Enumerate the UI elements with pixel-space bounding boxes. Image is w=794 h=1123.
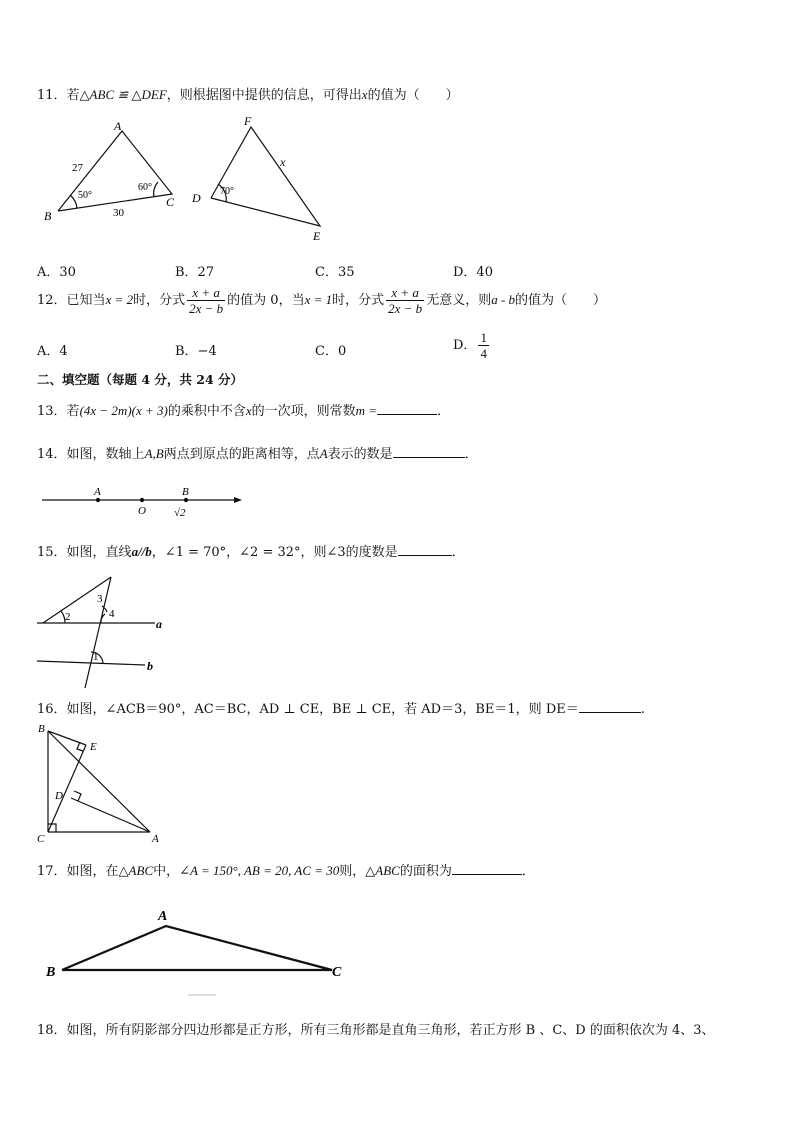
frac-den: 4 — [480, 346, 487, 361]
q11-text: 若 — [66, 88, 80, 103]
q13-text: 若 — [66, 404, 80, 419]
q17-text: 则， — [339, 864, 366, 879]
label-b: B — [46, 965, 56, 980]
q17-triangle: △ABC — [118, 863, 154, 878]
q13-expr: (4x − 2m)(x + 3) — [79, 403, 168, 418]
q12-frac-num: x + a — [386, 285, 424, 301]
q14-text: 表示的数是 — [327, 447, 393, 462]
label-a: A — [94, 486, 101, 498]
q15-lines — [37, 577, 155, 688]
q14-points: A,B — [144, 446, 164, 461]
q12-stem — [37, 285, 606, 316]
q11-var: x — [361, 87, 368, 102]
q11-text: 的值为（ ） — [367, 88, 459, 103]
q16-end: . — [640, 702, 645, 717]
label-b: B — [44, 209, 52, 223]
q13-text: 的一次项，则常数 — [251, 404, 356, 419]
arrow-icon — [234, 497, 242, 503]
line-b-label: b — [147, 659, 153, 673]
q12-fraction-2 — [386, 285, 424, 316]
q11-option-c: C．35 — [315, 265, 355, 280]
label-a: A — [114, 119, 122, 133]
q18-stem — [37, 1019, 715, 1038]
section-heading: 二、填空题（每题 4 分，共 24 分） — [37, 372, 244, 387]
angle-2-label: 2 — [65, 611, 71, 623]
q16-number: 16． — [37, 702, 67, 717]
q12-cond1: x = 2 — [105, 292, 134, 307]
angle-d: 70° — [220, 186, 234, 197]
side-ab: 27 — [72, 162, 83, 174]
triangle-def — [211, 127, 320, 226]
triangle-abc — [62, 926, 332, 970]
q14-stem — [37, 443, 478, 462]
q13-end: ． — [437, 404, 451, 419]
point-b-dot — [184, 498, 188, 502]
q17-stem — [37, 860, 535, 879]
q11-text: ，则根据图中提供的信息，可得出 — [166, 88, 362, 103]
label-o: O — [138, 505, 146, 517]
q11-option-d: D．40 — [453, 265, 493, 280]
q15-figure — [35, 572, 175, 692]
origin-dot — [140, 498, 144, 502]
q12-text: 已知当 — [66, 293, 106, 308]
q14-text: 如图，数轴上 — [66, 447, 145, 462]
answer-blank[interactable] — [579, 700, 641, 713]
q12-option-d — [453, 328, 491, 364]
q18-number: 18． — [37, 1023, 67, 1038]
side-bc: 30 — [113, 207, 124, 219]
number-line-figure — [38, 482, 248, 522]
point-a-dot — [96, 498, 100, 502]
angle-b: 50° — [78, 190, 92, 201]
q11-stem — [37, 84, 459, 103]
label-c: C — [332, 965, 342, 980]
q14-number: 14． — [37, 447, 67, 462]
q12-expr: a - b — [491, 292, 516, 307]
q14-end: ． — [464, 447, 478, 462]
answer-blank[interactable] — [452, 862, 522, 875]
q17-text: 中， — [153, 864, 180, 879]
side-fe: x — [280, 155, 286, 169]
label-c: C — [37, 833, 45, 845]
q12-number: 12． — [37, 293, 67, 308]
q15-parallel: a//b — [131, 544, 152, 559]
q12-option-b: B．−4 — [175, 344, 217, 359]
angle-1-label: 1 — [93, 651, 99, 663]
q11-option-b: B．27 — [175, 265, 215, 280]
q12-frac-den: 2x − b — [189, 301, 224, 316]
answer-blank[interactable] — [377, 402, 437, 415]
q15-stem — [37, 541, 465, 560]
label-e: E — [90, 741, 97, 753]
q13-number: 13． — [37, 404, 67, 419]
q12-option-d-label: D． — [453, 338, 477, 353]
q11-figure — [30, 110, 350, 250]
label-a: A — [152, 833, 159, 845]
q12-text: 无意义，则 — [426, 293, 492, 308]
q15-text: 如图，直线 — [66, 545, 132, 560]
q17-number: 17． — [37, 864, 67, 879]
q12-option-d-fraction — [478, 330, 489, 361]
label-d: D — [55, 790, 63, 802]
answer-blank[interactable] — [398, 543, 452, 556]
q18-text: 如图，所有阴影部分四边形都是正方形，所有三角形都是直角三角形，若正方形 B 、C、D 的面积依次为 4、3、 — [66, 1023, 715, 1038]
q17-condition: ∠A = 150°, AB = 20, AC = 30 — [179, 863, 340, 878]
q15-end: ． — [451, 545, 465, 560]
q13-m: m = — [355, 403, 378, 418]
angle-3-label: 3 — [97, 593, 103, 605]
line-a-label: a — [156, 617, 162, 631]
q13-stem — [37, 400, 450, 419]
q16-lines — [48, 731, 150, 832]
q11-congruence: △ABC ≌ △DEF — [79, 87, 167, 102]
q16-figure — [30, 718, 170, 846]
q11-option-a: A．30 — [37, 265, 76, 280]
q16-text: 如图，∠ACB＝90°，AC＝BC，AD ⊥ CE，BE ⊥ CE，若 AD＝3，BE＝1，则 DE＝ — [66, 702, 579, 717]
q12-text: 时，分式 — [332, 293, 385, 308]
q17-text: 如图，在 — [66, 864, 119, 879]
q17-triangle: △ABC — [365, 863, 400, 878]
q15-number: 15． — [37, 545, 67, 560]
q11-number: 11． — [37, 88, 67, 103]
label-e: E — [313, 229, 321, 243]
q12-option-c: C．0 — [315, 344, 347, 359]
q12-frac-num: x + a — [187, 285, 225, 301]
label-b: B — [38, 723, 45, 735]
q12-text: 的值为 0，当 — [227, 293, 305, 308]
q16-stem — [37, 698, 645, 717]
label-b: B — [182, 486, 189, 498]
q17-text: 的面积为 — [399, 864, 452, 879]
q17-figure — [40, 900, 360, 1000]
q14-point-a: A — [319, 446, 328, 461]
label-c: C — [166, 195, 175, 209]
label-sqrt2: √2 — [174, 507, 186, 519]
q12-frac-den: 2x − b — [388, 301, 423, 316]
q13-var: x — [245, 403, 252, 418]
q12-option-a: A．4 — [37, 344, 68, 359]
q13-text: 的乘积中不含 — [167, 404, 246, 419]
q17-end: ． — [521, 864, 535, 879]
q15-text: ，∠1 = 70°，∠2 = 32°，则∠3的度数是 — [151, 545, 398, 560]
answer-blank[interactable] — [393, 445, 465, 458]
q12-fraction — [187, 285, 225, 316]
label-d: D — [192, 191, 201, 205]
frac-num: 1 — [480, 330, 487, 345]
q12-text: 的值为（ ） — [515, 293, 607, 308]
angle-c: 60° — [138, 182, 152, 193]
angle-4-label: 4 — [109, 608, 115, 620]
q14-text: 两点到原点的距离相等，点 — [163, 447, 320, 462]
label-f: F — [244, 114, 252, 128]
q12-cond2: x = 1 — [304, 292, 333, 307]
label-a: A — [158, 909, 168, 924]
q12-text: 时，分式 — [133, 293, 186, 308]
